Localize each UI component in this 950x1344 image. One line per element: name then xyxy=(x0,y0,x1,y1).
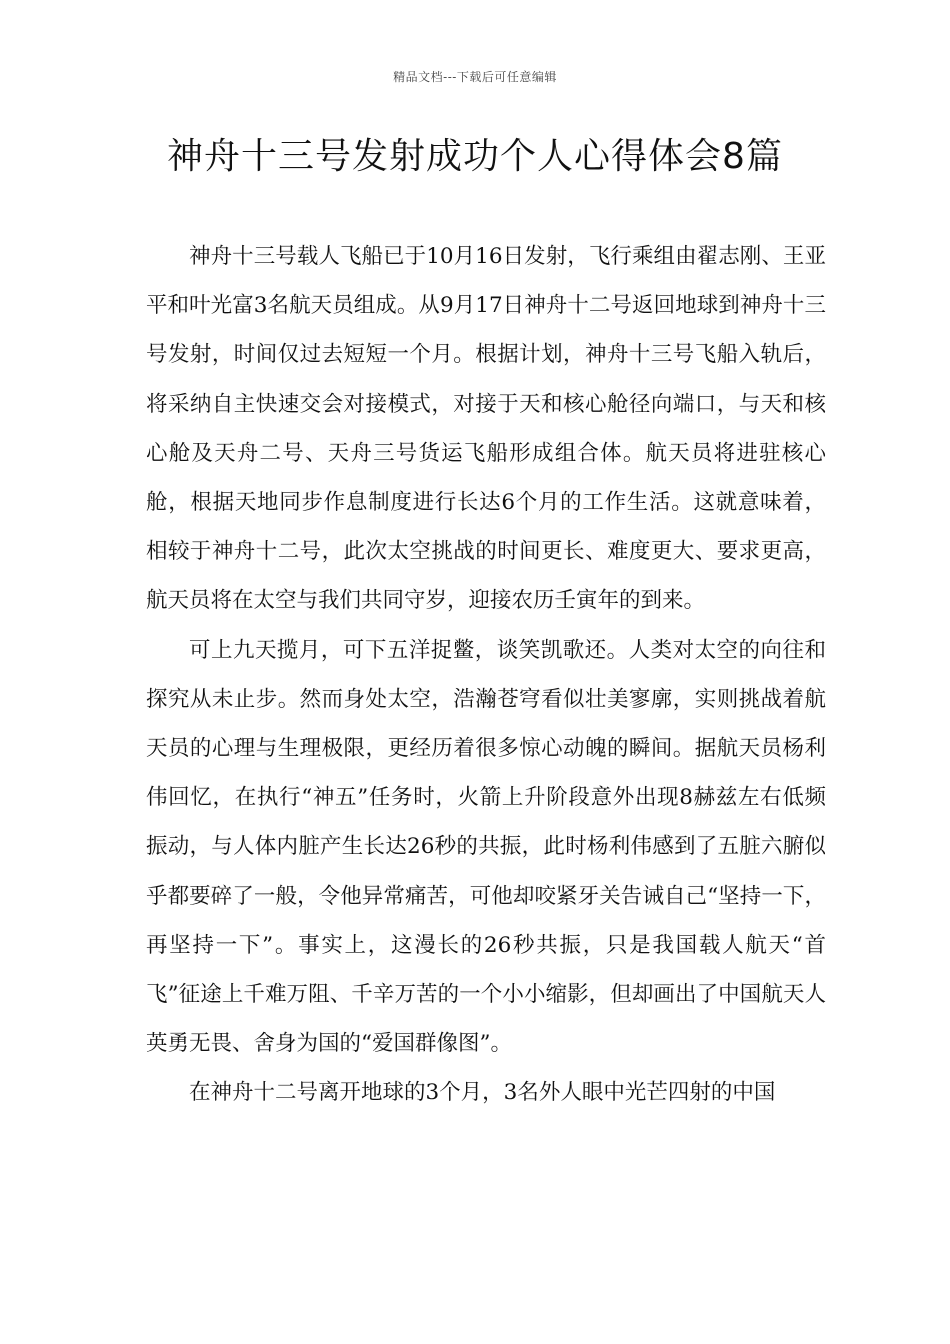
document-body xyxy=(146,232,826,1118)
header-note: 精品文档---下载后可任意编辑 xyxy=(393,70,557,84)
paragraph: 可上九天揽月，可下五洋捉鳖，谈笑凯歌还。人类对太空的向往和探究从未止步。然而身处太空，浩瀚苍穹看似壮美寥廓，实则挑战着航天员的心理与生理极限，更经历着很多惊心动魄的瞬间。据航天员杨利伟回忆，在执行“神五”任务时，火箭上升阶段意外出现8赫兹左右低频振动，与人体内脏产生长达26秒的共振，此时杨利伟感到了五脏六腑似乎都要碎了一般，令他异常痛苦，可他却咬紧牙关告诫自己“坚持一下，再坚持一下”。事实上，这漫长的26秒共振，只是我国载人航天“首飞”征途上千难万阻、千辛万苦的一个小小缩影，但却画出了中国航天人英勇无畏、舍身为国的“爱国群像图”。 xyxy=(146,637,826,1057)
paragraph: 神舟十三号载人飞船已于10月16日发射，飞行乘组由翟志刚、王亚平和叶光富3名航天员组成。从9月17日神舟十二号返回地球到神舟十三号发射，时间仅过去短短一个月。根据计划，神舟十三号飞船入轨后，将采纳自主快速交会对接模式，对接于天和核心舱径向端口，与天和核心舱及天舟二号、天舟三号货运飞船形成组合体。航天员将进驻核心舱，根据天地同步作息制度进行长达6个月的工作生活。这就意味着，相较于神舟十二号，此次太空挑战的时间更长、难度更大、要求更高，航天员将在太空与我们共同守岁，迎接农历壬寅年的到来。 xyxy=(146,244,826,614)
paragraph: 在神舟十二号离开地球的3个月，3名外人眼中光芒四射的中国 xyxy=(189,1080,776,1106)
document-title: 神舟十三号发射成功个人心得体会8篇 xyxy=(167,136,783,177)
